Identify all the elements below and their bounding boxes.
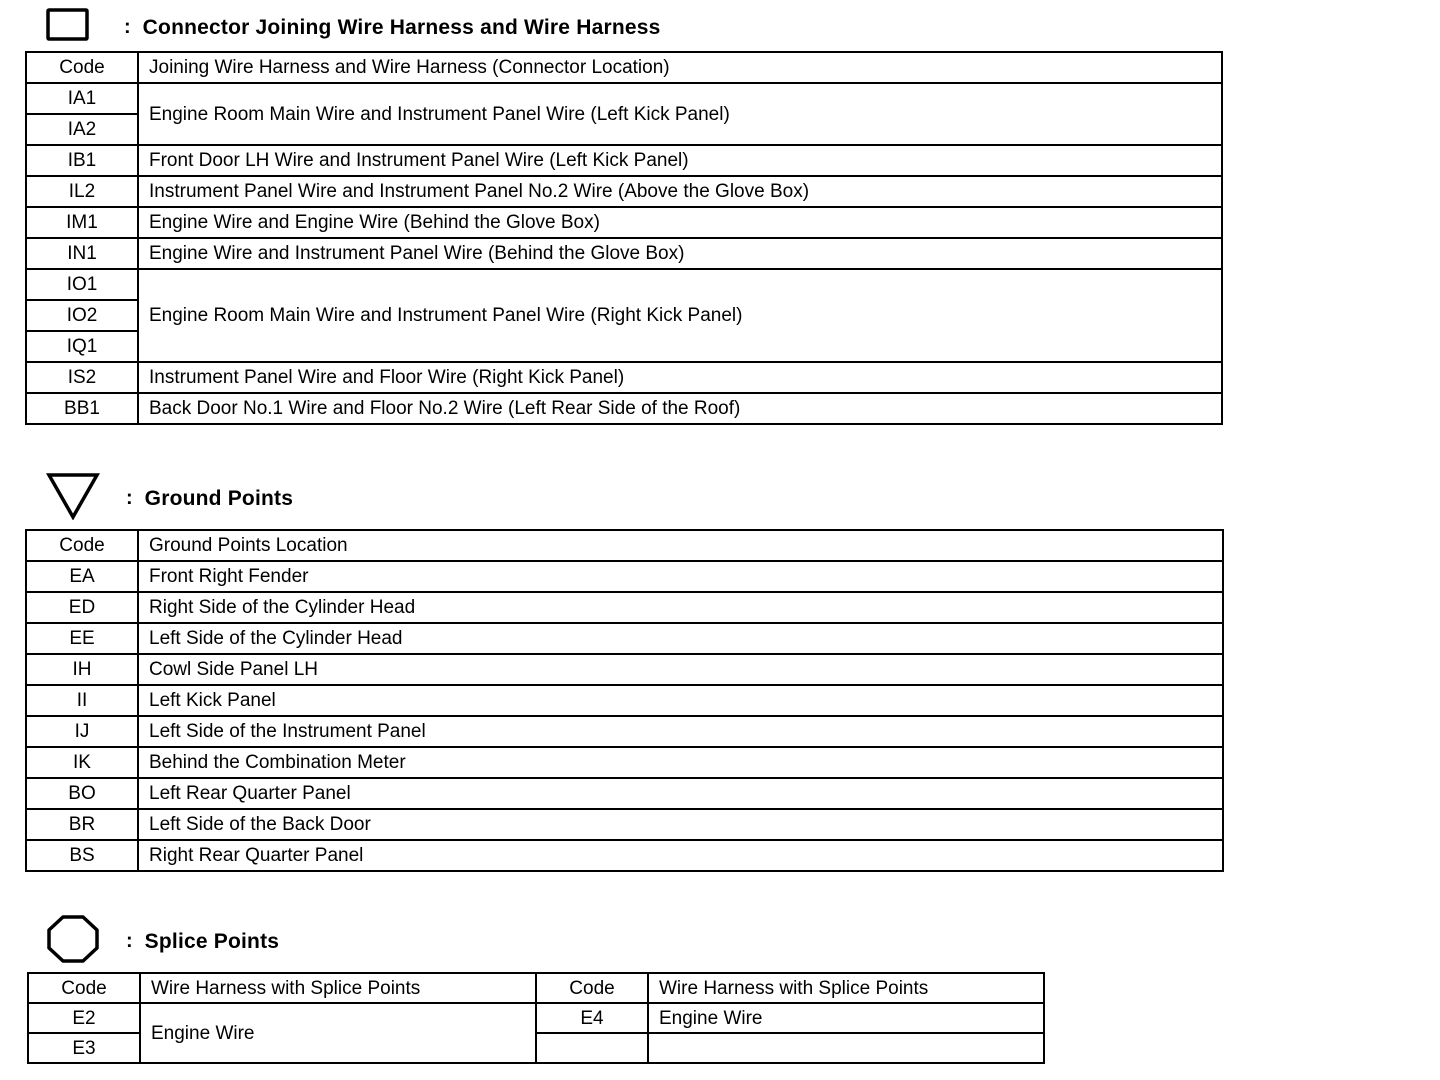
splice-code: E4: [536, 1003, 648, 1033]
connector-code: IB1: [26, 145, 138, 176]
table-row: [26, 393, 1222, 424]
connector-location: Engine Wire and Engine Wire (Behind the Glove Box): [138, 207, 1222, 238]
connector-code: IS2: [26, 362, 138, 393]
table-row: [26, 840, 1223, 871]
table-row: [26, 685, 1223, 716]
heading-colon: :: [126, 930, 133, 952]
heading-colon: :: [124, 16, 131, 38]
connector-location: Front Door LH Wire and Instrument Panel Wire (Left Kick Panel): [138, 145, 1222, 176]
table-row: [26, 592, 1223, 623]
ground-code: ED: [26, 592, 138, 623]
connector-location: Engine Wire and Instrument Panel Wire (Behind the Glove Box): [138, 238, 1222, 269]
harness-column-header: Wire Harness with Splice Points: [140, 973, 536, 1003]
location-column-header: Ground Points Location: [138, 530, 1223, 561]
connector-code: IA1: [26, 83, 138, 114]
ground-code: IJ: [26, 716, 138, 747]
harness-column-header: Wire Harness with Splice Points: [648, 973, 1044, 1003]
ground-location: Front Right Fender: [138, 561, 1223, 592]
table-row: [26, 207, 1222, 238]
splice-harness: Engine Wire: [140, 1003, 536, 1063]
ground-location: Left Side of the Instrument Panel: [138, 716, 1223, 747]
octagon-icon: [46, 914, 100, 969]
table-header-row: [26, 52, 1222, 83]
connector-location: Back Door No.1 Wire and Floor No.2 Wire (Left Rear Side of the Roof): [138, 393, 1222, 424]
table-row: [26, 716, 1223, 747]
table-row: [26, 747, 1223, 778]
splice-points-table: [27, 972, 1045, 1064]
connector-location: Engine Room Main Wire and Instrument Panel Wire (Right Kick Panel): [138, 269, 1222, 362]
square-icon: [46, 8, 90, 47]
heading-colon: :: [126, 487, 133, 509]
ground-code: BR: [26, 809, 138, 840]
splice-section-title: Splice Points: [144, 929, 280, 953]
table-row: [26, 83, 1222, 114]
connector-code: IM1: [26, 207, 138, 238]
code-column-header: Code: [26, 52, 138, 83]
ground-points-table: [25, 529, 1224, 872]
connector-code: IL2: [26, 176, 138, 207]
splice-code: E3: [28, 1033, 140, 1063]
connector-code: IO2: [26, 300, 138, 331]
code-column-header: Code: [536, 973, 648, 1003]
splice-section-heading: [46, 914, 279, 969]
ground-code: IH: [26, 654, 138, 685]
ground-location: Left Rear Quarter Panel: [138, 778, 1223, 809]
ground-code: BS: [26, 840, 138, 871]
table-row: [26, 561, 1223, 592]
connector-location: Instrument Panel Wire and Floor Wire (Right Kick Panel): [138, 362, 1222, 393]
connector-section-title: Connector Joining Wire Harness and Wire Harness: [142, 15, 661, 39]
table-row: [26, 654, 1223, 685]
table-row: [26, 778, 1223, 809]
connector-location: Instrument Panel Wire and Instrument Panel No.2 Wire (Above the Glove Box): [138, 176, 1222, 207]
ground-location: Right Side of the Cylinder Head: [138, 592, 1223, 623]
splice-code: E2: [28, 1003, 140, 1033]
ground-location: Cowl Side Panel LH: [138, 654, 1223, 685]
ground-section-title: Ground Points: [144, 486, 294, 510]
table-row: [26, 176, 1222, 207]
table-row: [26, 809, 1223, 840]
table-row: [26, 623, 1223, 654]
connector-table: [25, 51, 1223, 425]
connector-code: IO1: [26, 269, 138, 300]
ground-code: EA: [26, 561, 138, 592]
table-row: [28, 1003, 1044, 1033]
splice-harness-empty: [648, 1033, 1044, 1063]
splice-code-empty: [536, 1033, 648, 1063]
triangle-down-icon: [46, 472, 100, 525]
ground-location: Right Rear Quarter Panel: [138, 840, 1223, 871]
code-column-header: Code: [26, 530, 138, 561]
ground-location: Left Kick Panel: [138, 685, 1223, 716]
connector-code: IQ1: [26, 331, 138, 362]
connector-code: IA2: [26, 114, 138, 145]
table-row: [26, 145, 1222, 176]
ground-section-heading: [46, 472, 293, 525]
table-header-row: [26, 530, 1223, 561]
connector-code: IN1: [26, 238, 138, 269]
code-column-header: Code: [28, 973, 140, 1003]
connector-location: Engine Room Main Wire and Instrument Panel Wire (Left Kick Panel): [138, 83, 1222, 145]
ground-location: Left Side of the Back Door: [138, 809, 1223, 840]
connector-code: BB1: [26, 393, 138, 424]
ground-code: IK: [26, 747, 138, 778]
table-row: [26, 238, 1222, 269]
table-row: [26, 362, 1222, 393]
ground-code: BO: [26, 778, 138, 809]
ground-location: Left Side of the Cylinder Head: [138, 623, 1223, 654]
splice-harness: Engine Wire: [648, 1003, 1044, 1033]
ground-location: Behind the Combination Meter: [138, 747, 1223, 778]
table-header-row: [28, 973, 1044, 1003]
ground-code: II: [26, 685, 138, 716]
connector-section-heading: [46, 8, 660, 47]
ground-code: EE: [26, 623, 138, 654]
location-column-header: Joining Wire Harness and Wire Harness (Connector Location): [138, 52, 1222, 83]
table-row: [26, 269, 1222, 300]
